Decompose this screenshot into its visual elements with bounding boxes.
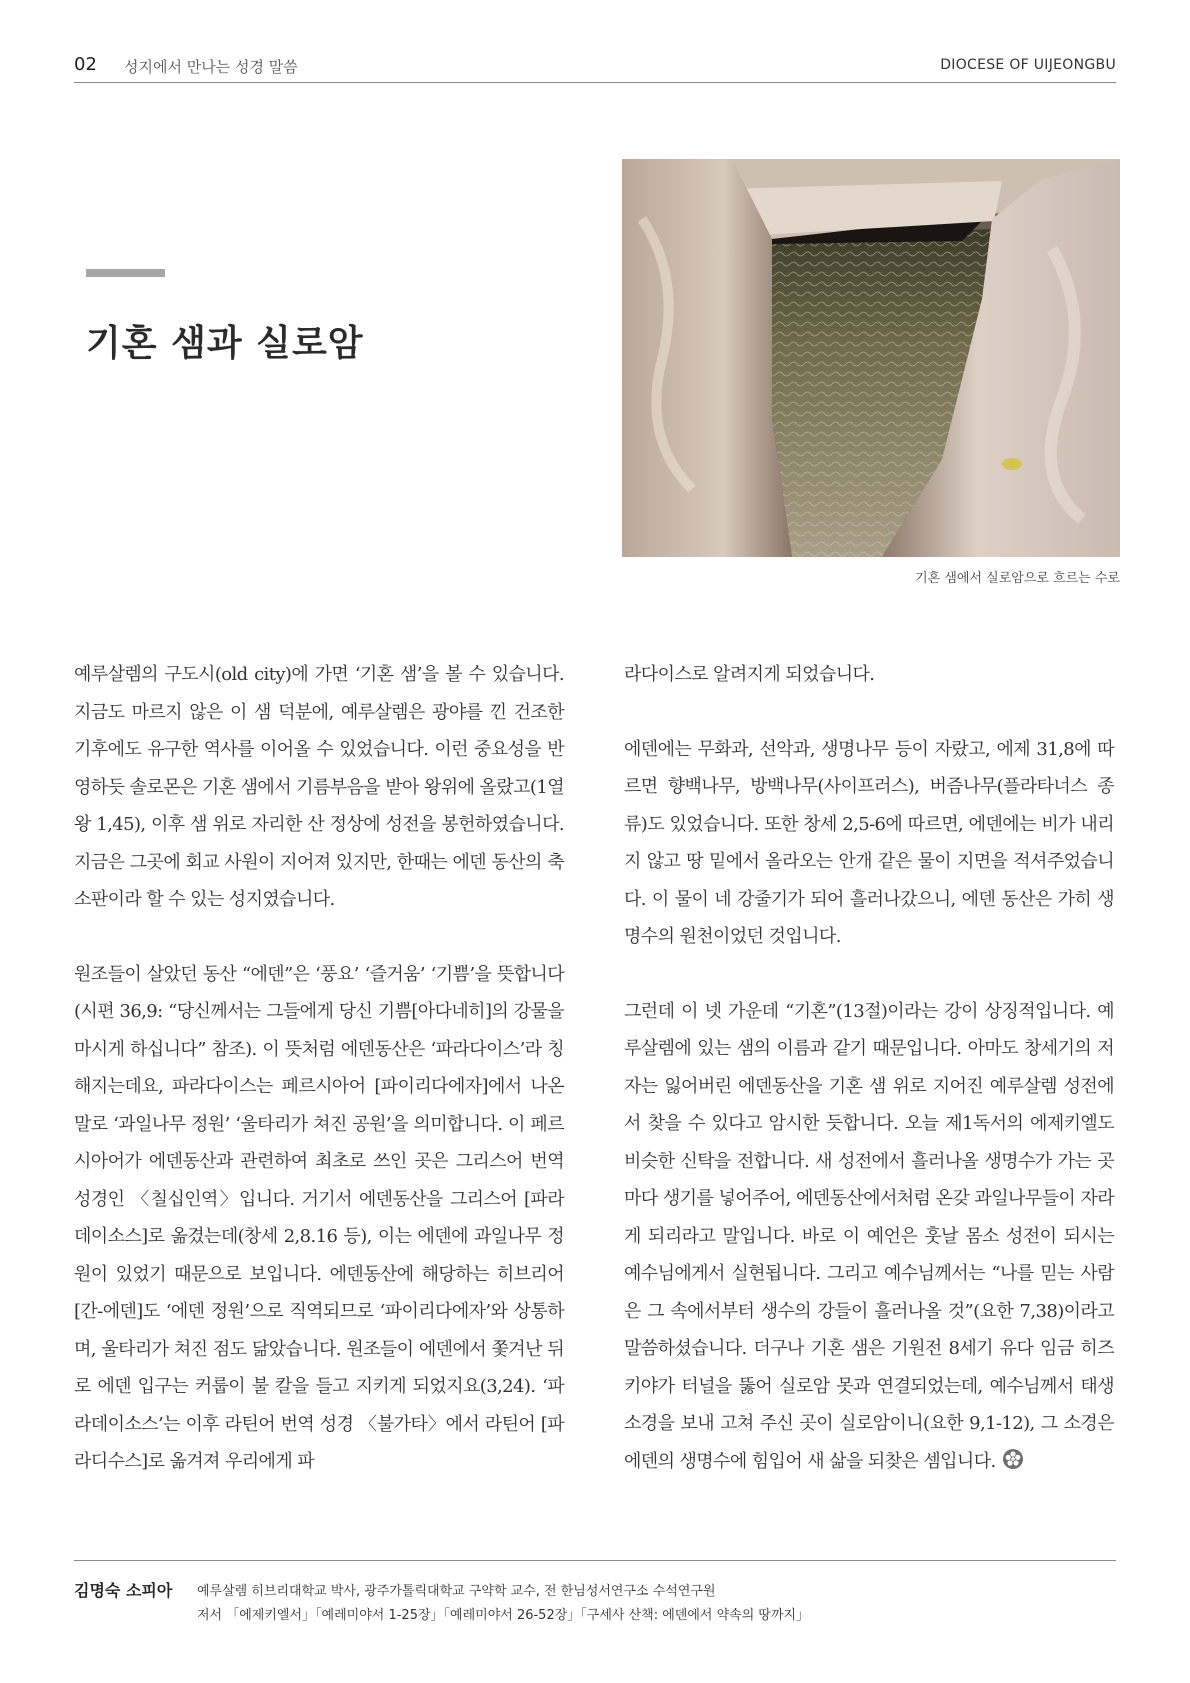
paragraph: 원조들이 살았던 동산 “에덴”은 ‘풍요’ ‘즐거움’ ‘기쁨’을 뜻합니다(시편 36,9: “당신께서는 그들에게 당신 기쁨[아다네히]의 강물을 마시게 하십니다” 참조). 이 뜻처럼 에덴동산은 ‘파라다이스’라 칭해지는데요, 파라다이스는 페르시아어 [파이리다에자]에서 나온 말로 ‘과일나무 정원’ ‘울타리가 쳐진 공원’을 의미합니다. 이 페르시아어가 에덴동산과 관련하여 최초로 쓰인 곳은 그리스어 번역 성경인 〈칠십인역〉입니다. 거기서 에덴동산을 그리스어 [파라데이소스]로 옮겼는데(창세 2,8.16 등), 이는 에덴에 과일나무 정원이 있었기 때문으로 보입니다. 에덴동산에 해당하는 히브리어 [간-에덴]도 ‘에덴 정원’으로 직역되므로 ‘파이리다에자’와 상통하며, 울타리가 쳐진 점도 닮았습니다. 원조들이 에덴에서 쫓겨난 뒤로 에덴 입구는 커룹이 불 칼을 들고 지키게 되었지요(3,24). ‘파라데이소스’는 이후 라틴어 번역 성경 〈불가타〉에서 라틴어 [파라디수스]로 옮겨져 우리에게 파 (74, 963, 564, 1472)
page-number: 02 (74, 54, 97, 75)
page-header (74, 52, 1116, 83)
paragraph: 그런데 이 넷 가운데 “기혼”(13절)이라는 강이 상징적입니다. 예루살렘에 있는 샘의 이름과 같기 때문입니다. 아마도 창세기의 저자는 잃어버린 에덴동산을 기혼 샘 위로 지어진 예루살렘 성전에서 찾을 수 있다고 암시한 듯합니다. 오늘 제1독서의 에제키엘도 비슷한 신탁을 전합니다. 새 성전에서 흘러나올 생명수가 가는 곳마다 생기를 넣어주어, 에덴동산에서처럼 온갖 과일나무들이 자라게 되리라고 말입니다. 바로 이 예언은 훗날 몸소 성전이 되시는 예수님에게서 실현됩니다. 그리고 예수님께서는 “나를 믿는 사람은 그 속에서부터 생수의 강들이 흘러나올 것”(요한 7,38)이라고 말씀하셨습니다. 더구나 기혼 샘은 기원전 8세기 유다 임금 히즈키야가 터널을 뚫어 실로암 못과 연결되었는데, 예수님께서 태생 소경을 보내 고쳐 주신 곳이 실로암이니(요한 9,1-12), 그 소경은 에덴의 생명수에 힘입어 새 삶을 되찾은 셈입니다. (624, 1000, 1114, 1472)
section-title: 성지에서 만나는 성경 말씀 (124, 58, 298, 76)
end-mark-icon (1002, 1448, 1024, 1470)
left-column (74, 656, 564, 1518)
right-column (624, 656, 1114, 1517)
author-bio-line: 저서 「에제키엘서」「예레미야서 1-25장」「예레미야서 26-52장」「구세사 산책: 에덴에서 약속의 땅까지」 (197, 1608, 810, 1623)
paragraph: 라다이스로 알려지게 되었습니다. (624, 664, 875, 685)
author-name: 김명숙 소피아 (74, 1581, 173, 1600)
tunnel-photo (622, 159, 1120, 557)
photo-caption: 기혼 샘에서 실로암으로 흐르는 수로 (915, 571, 1120, 586)
publisher-name: DIOCESE OF UIJEONGBU (940, 57, 1116, 73)
author-bio (197, 1580, 1097, 1628)
paragraph: 에덴에는 무화과, 선악과, 생명나무 등이 자랐고, 에제 31,8에 따르면 향백나무, 방백나무(사이프러스), 버즘나무(플라타너스 종류)도 있었습니다. 또한 창세 2,5-6에 따르면, 에덴에는 비가 내리지 않고 땅 밑에서 올라오는 안개 같은 물이 지면을 적셔주었습니다. 이 물이 네 강줄기가 되어 흘러나갔으니, 에덴 동산은 가히 생명수의 원천이었던 것입니다. (624, 738, 1114, 947)
author-bio-line: 예루살렘 히브리대학교 박사, 광주가톨릭대학교 구약학 교수, 전 한님성서연구소 수석연구원 (197, 1584, 716, 1599)
paragraph-last (624, 993, 1114, 1481)
footer-divider (74, 1560, 1116, 1561)
article-title: 기혼 샘과 실로암 (86, 322, 364, 364)
title-accent-bar (86, 269, 165, 277)
paragraph: 예루살렘의 구도시(old city)에 가면 ‘기혼 샘’을 볼 수 있습니다. 지금도 마르지 않은 이 샘 덕분에, 예루살렘은 광야를 낀 건조한 기후에도 유구한 역사를 이어올 수 있었습니다. 이런 중요성을 반영하듯 솔로몬은 기혼 샘에서 기름부음을 받아 왕위에 올랐고(1열왕 1,45), 이후 샘 위로 자리한 산 정상에 성전을 봉헌하였습니다. 지금은 그곳에 회교 사원이 지어져 있지만, 한때는 에덴 동산의 축소판이라 할 수 있는 성지였습니다. (74, 664, 564, 910)
tunnel-illustration (622, 159, 1120, 557)
